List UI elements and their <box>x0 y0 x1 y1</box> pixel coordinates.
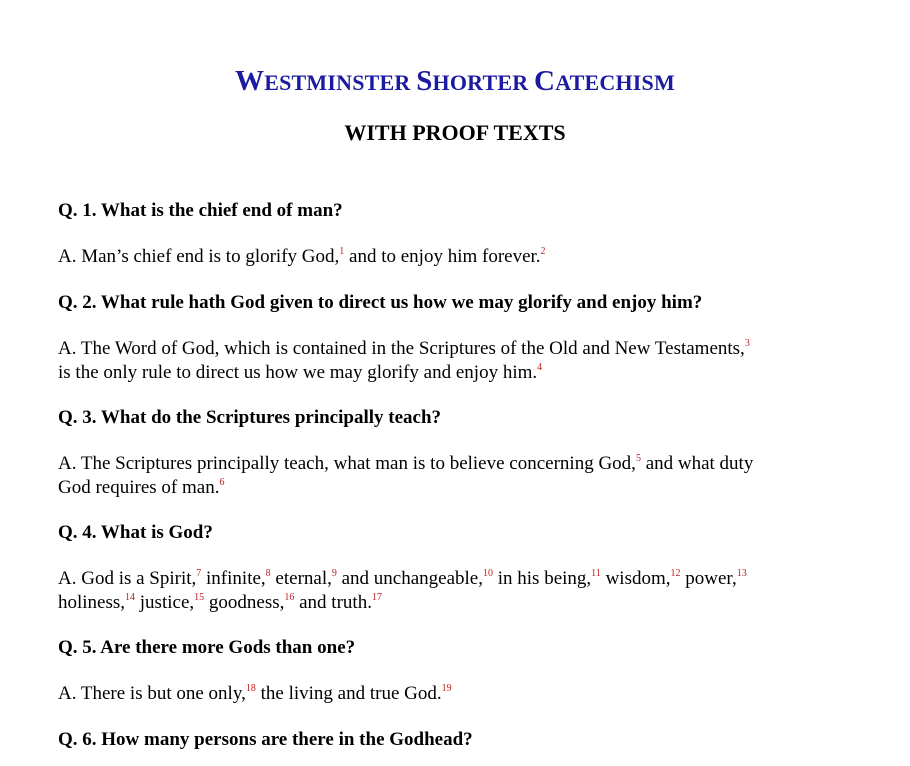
footnote-ref-6[interactable]: 6 <box>219 476 225 488</box>
question-6: Q. 6. How many persons are there in the Godhead? <box>58 729 473 750</box>
title-word-estminster: ESTMINSTER <box>264 70 417 95</box>
footnote-ref-2[interactable]: 2 <box>540 245 546 257</box>
answer-text: goodness, <box>204 592 285 613</box>
footnote-ref-3[interactable]: 3 <box>744 337 750 349</box>
footnote-ref-10[interactable]: 10 <box>483 567 493 579</box>
answer-text: infinite, <box>201 568 266 589</box>
footnote-ref-11[interactable]: 11 <box>591 567 601 579</box>
answer-text: and unchangeable, <box>336 568 483 589</box>
answer-text: eternal, <box>270 568 332 589</box>
title-initial-w: W <box>235 65 265 97</box>
answer-text: holiness, <box>58 592 126 613</box>
answer-text: A. God is a Spirit, <box>58 568 197 589</box>
qa-block-5 <box>58 636 858 706</box>
qa-block-6 <box>58 728 858 752</box>
qa-block-2 <box>58 291 858 385</box>
answer-text: and truth. <box>294 592 372 613</box>
title-word-atechism: ATECHISM <box>555 70 675 95</box>
question-2: Q. 2. What rule hath God given to direct us how we may glorify and enjoy him? <box>58 292 703 313</box>
qa-block-4 <box>58 521 858 615</box>
document-title <box>0 63 910 101</box>
answer-text: A. Man’s chief end is to glorify God, <box>58 246 340 267</box>
footnote-ref-12[interactable]: 12 <box>670 567 681 579</box>
title-initial-s: S <box>416 65 433 97</box>
footnote-ref-13[interactable]: 13 <box>736 567 747 579</box>
answer-text: is the only rule to direct us how we may glorify and enjoy him. <box>58 362 538 383</box>
title-initial-c: C <box>534 65 556 97</box>
footnote-ref-9[interactable]: 9 <box>331 567 337 579</box>
answer-text: the living and true God. <box>255 683 442 704</box>
footnote-ref-15[interactable]: 15 <box>194 591 205 603</box>
answer-text: God requires of man. <box>58 477 220 498</box>
answer-text: and what duty <box>640 453 754 474</box>
footnote-ref-1[interactable]: 1 <box>339 245 345 257</box>
qa-block-1 <box>58 199 858 269</box>
title-word-horter: HORTER <box>432 70 535 95</box>
footnote-ref-19[interactable]: 19 <box>441 682 452 694</box>
answer-2 <box>58 337 858 385</box>
qa-block-3 <box>58 406 858 500</box>
footnote-ref-17[interactable]: 17 <box>371 591 382 603</box>
answer-3 <box>58 452 858 500</box>
footnote-ref-18[interactable]: 18 <box>245 682 256 694</box>
answer-4 <box>58 567 858 615</box>
question-3: Q. 3. What do the Scriptures principally teach? <box>58 407 442 428</box>
footnote-ref-8[interactable]: 8 <box>265 567 271 579</box>
answer-text: justice, <box>135 592 195 613</box>
answer-5 <box>58 682 858 706</box>
answer-text: A. The Scriptures principally teach, what man is to believe concerning God, <box>58 453 636 474</box>
footnote-ref-7[interactable]: 7 <box>196 567 202 579</box>
answer-text: and to enjoy him forever. <box>344 246 541 267</box>
question-5: Q. 5. Are there more Gods than one? <box>58 637 356 658</box>
answer-text: power, <box>680 568 737 589</box>
answer-text: in his being, <box>493 568 592 589</box>
footnote-ref-14[interactable]: 14 <box>125 591 136 603</box>
answer-1 <box>58 245 858 269</box>
question-4: Q. 4. What is God? <box>58 522 213 543</box>
footnote-ref-5[interactable]: 5 <box>635 452 641 464</box>
document-subtitle: WITH PROOF TEXTS <box>344 120 566 145</box>
question-1: Q. 1. What is the chief end of man? <box>58 200 343 221</box>
footnote-ref-16[interactable]: 16 <box>284 591 295 603</box>
answer-text: A. There is but one only, <box>58 683 246 704</box>
footnote-ref-4[interactable]: 4 <box>537 361 543 373</box>
answer-text: A. The Word of God, which is contained in the Scriptures of the Old and New Testaments, <box>58 338 745 359</box>
answer-text: wisdom, <box>600 568 671 589</box>
